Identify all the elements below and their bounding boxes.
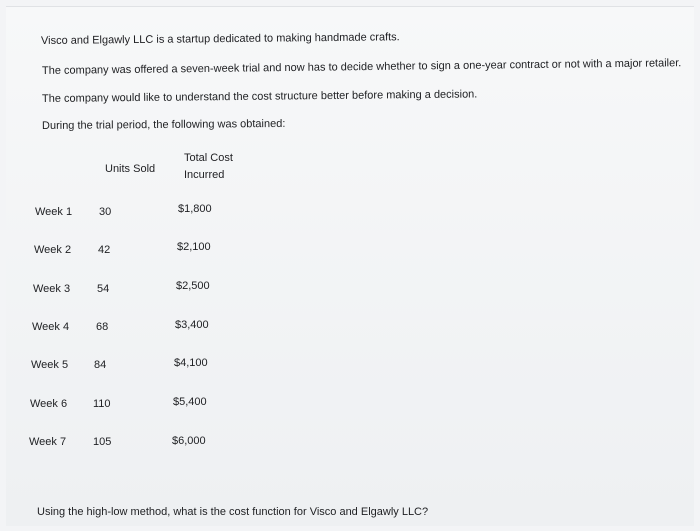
intro-line-3: The company would like to understand the cost structure better before making a decision. <box>41 88 478 105</box>
row-3-units: 54 <box>97 283 110 295</box>
question-text: Using the high-low method, what is the cost function for Visco and Elgawly LLC? <box>37 506 429 518</box>
intro-line-1: Visco and Elgawly LLC is a startup dedicated to making handmade crafts. <box>40 31 400 47</box>
row-4-units: 68 <box>96 321 109 333</box>
row-1-units: 30 <box>99 206 112 218</box>
row-6-units: 110 <box>93 398 111 410</box>
header-total-cost: Total Cost Incurred <box>184 152 233 181</box>
row-4-cost: $3,400 <box>175 319 209 331</box>
row-2-cost: $2,100 <box>177 241 211 253</box>
row-5-week: Week 5 <box>31 359 69 371</box>
row-3-week: Week 3 <box>33 283 71 295</box>
row-7-week: Week 7 <box>29 436 67 448</box>
row-5-cost: $4,100 <box>174 357 208 369</box>
header-units-sold: Units Sold <box>105 163 156 175</box>
row-7-units: 105 <box>93 436 112 448</box>
row-2-units: 42 <box>98 244 111 256</box>
row-7-cost: $6,000 <box>172 435 206 447</box>
row-3-cost: $2,500 <box>176 280 210 292</box>
intro-line-2: The company was offered a seven-week trial and now has to decide whether to sign a one-year contract or not with a major retailer. <box>41 57 682 77</box>
row-1-week: Week 1 <box>35 206 73 218</box>
intro-line-4: During the trial period, the following was obtained: <box>41 117 286 132</box>
row-6-cost: $5,400 <box>173 396 207 408</box>
row-4-week: Week 4 <box>32 321 70 333</box>
row-6-week: Week 6 <box>30 398 68 410</box>
document-page <box>6 6 694 526</box>
row-5-units: 84 <box>94 359 107 371</box>
row-2-week: Week 2 <box>34 244 72 256</box>
row-1-cost: $1,800 <box>178 203 212 215</box>
